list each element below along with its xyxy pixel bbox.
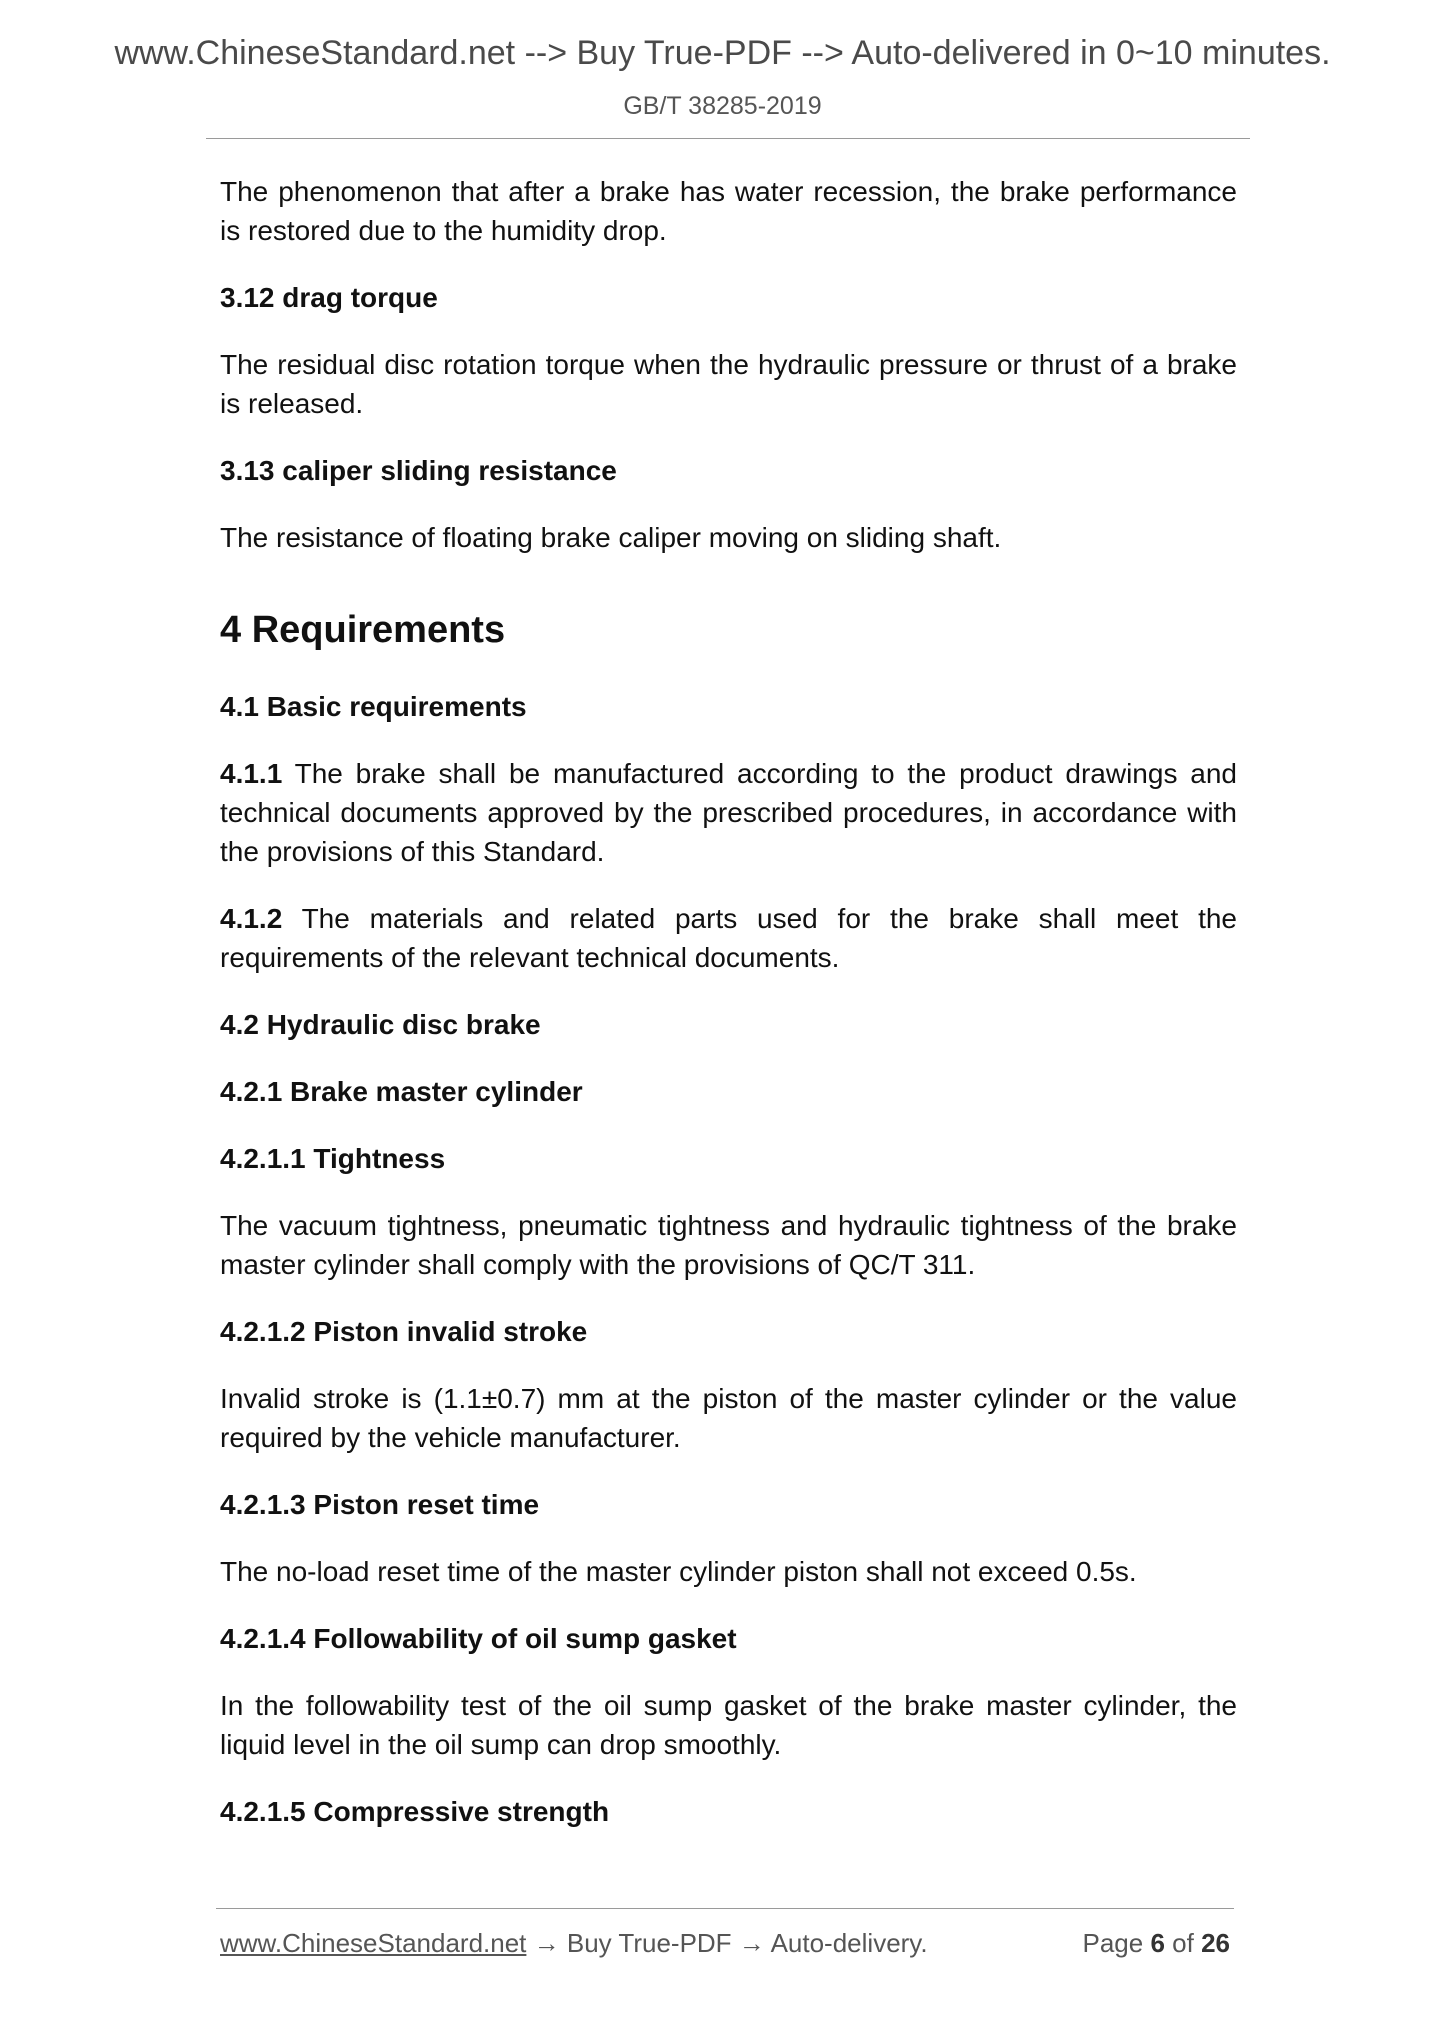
section-4-2-1-2-text: Invalid stroke is (1.1±0.7) mm at the piston of the master cylinder or the value required by the vehicle manufacturer. (220, 1383, 1237, 1453)
clause-4-1-1 (220, 754, 1237, 871)
clause-number: 4.1.1 (220, 758, 283, 789)
section-4-2-heading: 4.2 Hydraulic disc brake (220, 1009, 541, 1040)
clause-text: The materials and related parts used for the brake shall meet the requirements of the relevant technical documents. (220, 903, 1237, 973)
section-4-2-1-1-text: The vacuum tightness, pneumatic tightness and hydraulic tightness of the brake master cylinder shall comply with the provisions of QC/T 311. (220, 1210, 1237, 1280)
footer-divider (216, 1908, 1234, 1909)
section-3-12-heading: 3.12 drag torque (220, 282, 438, 313)
section-4-1-heading: 4.1 Basic requirements (220, 691, 527, 722)
section-4-2-1-4-text: In the followability test of the oil sump gasket of the brake master cylinder, the liquid level in the oil sump can drop smoothly. (220, 1690, 1237, 1760)
page-of: of (1172, 1928, 1194, 1958)
section-4-2-1-heading: 4.2.1 Brake master cylinder (220, 1076, 583, 1107)
section-4-2-1-3-heading: 4.2.1.3 Piston reset time (220, 1489, 540, 1520)
footer-promo-text: → Buy True-PDF → Auto-delivery. (526, 1928, 928, 1958)
header-divider (206, 138, 1250, 139)
section-4-heading: 4 Requirements (220, 609, 506, 651)
page-total: 26 (1201, 1928, 1230, 1958)
section-4-2-1-3-text: The no-load reset time of the master cylinder piston shall not exceed 0.5s. (220, 1556, 1137, 1587)
footer-website-link[interactable]: www.ChineseStandard.net (220, 1928, 527, 1958)
document-body (220, 172, 1237, 1831)
section-4-2-1-5-heading: 4.2.1.5 Compressive strength (220, 1796, 610, 1827)
section-3-12-text: The residual disc rotation torque when the hydraulic pressure or thrust of a brake is released. (220, 349, 1237, 419)
section-4-2-1-1-heading: 4.2.1.1 Tightness (220, 1143, 446, 1174)
site-banner: www.ChineseStandard.net --> Buy True-PDF --> Auto-delivered in 0~10 minutes. (114, 34, 1331, 72)
section-3-13-text: The resistance of floating brake caliper moving on sliding shaft. (220, 522, 1002, 553)
page-footer (220, 1928, 1230, 1964)
section-4-2-1-2-heading: 4.2.1.2 Piston invalid stroke (220, 1316, 588, 1347)
clause-text: The brake shall be manufactured according to the product drawings and technical documents approved by the prescribed procedures, in accordance with the provisions of this Standard. (220, 758, 1237, 867)
clause-4-1-2 (220, 899, 1237, 977)
page-current: 6 (1150, 1928, 1165, 1958)
clause-number: 4.1.2 (220, 903, 283, 934)
section-3-13-heading: 3.13 caliper sliding resistance (220, 455, 617, 486)
standard-code: GB/T 38285-2019 (623, 92, 822, 120)
page-number (1082, 1928, 1230, 1959)
section-4-2-1-4-heading: 4.2.1.4 Followability of oil sump gasket (220, 1623, 737, 1654)
paragraph-restoration: The phenomenon that after a brake has water recession, the brake performance is restored due to the humidity drop. (220, 176, 1237, 246)
footer-promo (220, 1928, 928, 1959)
page-label: Page (1082, 1928, 1144, 1958)
